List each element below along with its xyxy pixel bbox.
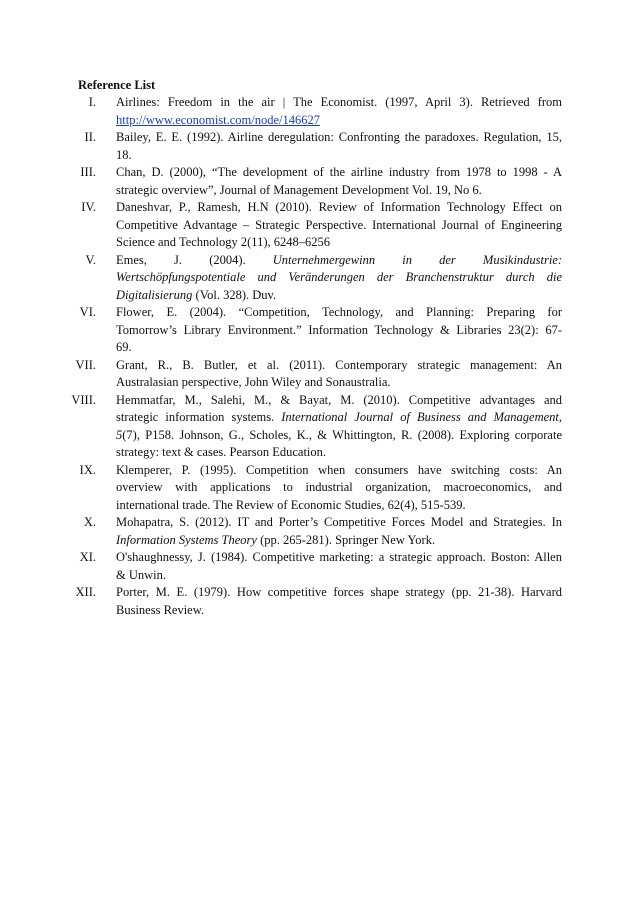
reference-text-line: Flower, E. (2004). “Competition, Technology, and Planning: Preparing for: [116, 305, 562, 319]
reference-number: VII.: [75, 357, 96, 372]
reference-text-line: Information Systems Theory (pp. 265-281). Springer New York.: [116, 532, 436, 547]
reference-text-line: Australasian perspective, John Wiley and Sonaustralia.: [116, 375, 391, 389]
reference-text-line: Mohapatra, S. (2012). IT and Porter’s Competitive Forces Model and Strategies. In: [116, 515, 562, 529]
reference-item-9: [62, 462, 562, 515]
reference-item-7: [62, 357, 562, 392]
reference-item-8: [62, 392, 562, 462]
reference-text-line: Klemperer, P. (1995). Competition when consumers have switching costs: An: [116, 462, 562, 477]
reference-item-2: [62, 129, 562, 164]
reference-text-line: O'shaughnessy, J. (1984). Competitive marketing: a strategic approach. Boston: Allen: [116, 550, 562, 564]
reference-item-3: [62, 164, 562, 199]
reference-number: VI.: [79, 305, 96, 319]
reference-text-line: Business Review.: [116, 602, 205, 617]
reference-number: III.: [80, 165, 96, 179]
reference-text-line: overview with applications to industrial organization, macroeconomics, and: [116, 480, 562, 494]
reference-item-1: [62, 94, 562, 129]
reference-number: XI.: [79, 550, 96, 564]
reference-text-line: Daneshvar, P., Ramesh, H.N (2010). Review of Information Technology Effect on: [116, 200, 562, 214]
reference-text-line: Competitive Advantage – Strategic Perspective. International Journal of Engineering: [116, 217, 562, 232]
reference-number: VIII.: [71, 392, 96, 407]
reference-number: XII.: [75, 585, 96, 599]
reference-text-line: Tomorrow’s Library Environment.” Information Technology & Libraries 23(2): 67-: [116, 322, 562, 337]
reference-item-12: [62, 584, 562, 619]
reference-text-line: Grant, R., B. Butler, et al. (2011). Contemporary strategic management: An: [116, 357, 562, 372]
reference-list: [62, 94, 562, 619]
reference-number: IX.: [79, 462, 96, 477]
reference-item-11: [62, 549, 562, 584]
reference-text-line: strategic information systems. International Journal of Business and Management,: [116, 410, 562, 424]
reference-text-line: Porter, M. E. (1979). How competitive forces shape strategy (pp. 21-38). Harvard: [116, 585, 562, 599]
reference-text-line: Hemmatfar, M., Salehi, M., & Bayat, M. (2010). Competitive advantages and: [116, 392, 562, 407]
reference-item-4: [62, 199, 562, 252]
reference-text-line: international trade. The Review of Economic Studies, 62(4), 515-539.: [116, 497, 466, 512]
reference-text-line: 69.: [116, 340, 132, 354]
reference-number: V.: [85, 252, 96, 267]
reference-number: IV.: [81, 200, 96, 214]
reference-text-line: Digitalisierung (Vol. 328). Duv.: [116, 287, 277, 302]
reference-text-line: & Unwin.: [116, 567, 166, 582]
reference-number: I.: [88, 95, 96, 109]
reference-text-line: Emes, J. (2004). Unternehmergewinn in der Musikindustrie:: [116, 252, 563, 267]
reference-item-6: [62, 304, 562, 357]
reference-text-line: strategic overview”, Journal of Management Development Vol. 19, No 6.: [116, 182, 482, 197]
reference-text-line: Wertschöpfungspotentiale und Veränderungen der Branchenstruktur durch die: [116, 270, 562, 284]
reference-number: X.: [83, 515, 96, 529]
reference-list-heading: Reference List: [78, 78, 156, 92]
reference-text-line: strategy: text & cases. Pearson Education.: [116, 445, 327, 459]
reference-text-line: Science and Technology 2(11), 6248–6256: [116, 235, 331, 249]
reference-number: II.: [84, 130, 96, 144]
reference-text-line: 18.: [116, 147, 132, 162]
reference-item-10: [62, 514, 562, 549]
reference-text-line: 5(7), P158. Johnson, G., Scholes, K., & Whittington, R. (2008). Exploring corporate: [116, 427, 562, 442]
reference-link[interactable]: http://www.economist.com/node/146627: [116, 112, 321, 127]
reference-text-line: Bailey, E. E. (1992). Airline deregulation: Confronting the paradoxes. Regulation, 15,: [116, 130, 562, 144]
reference-text-line: Airlines: Freedom in the air | The Economist. (1997, April 3). Retrieved from: [116, 95, 562, 109]
reference-item-5: [62, 252, 562, 305]
reference-text-line: Chan, D. (2000), “The development of the airline industry from 1978 to 1998 - A: [116, 165, 562, 179]
